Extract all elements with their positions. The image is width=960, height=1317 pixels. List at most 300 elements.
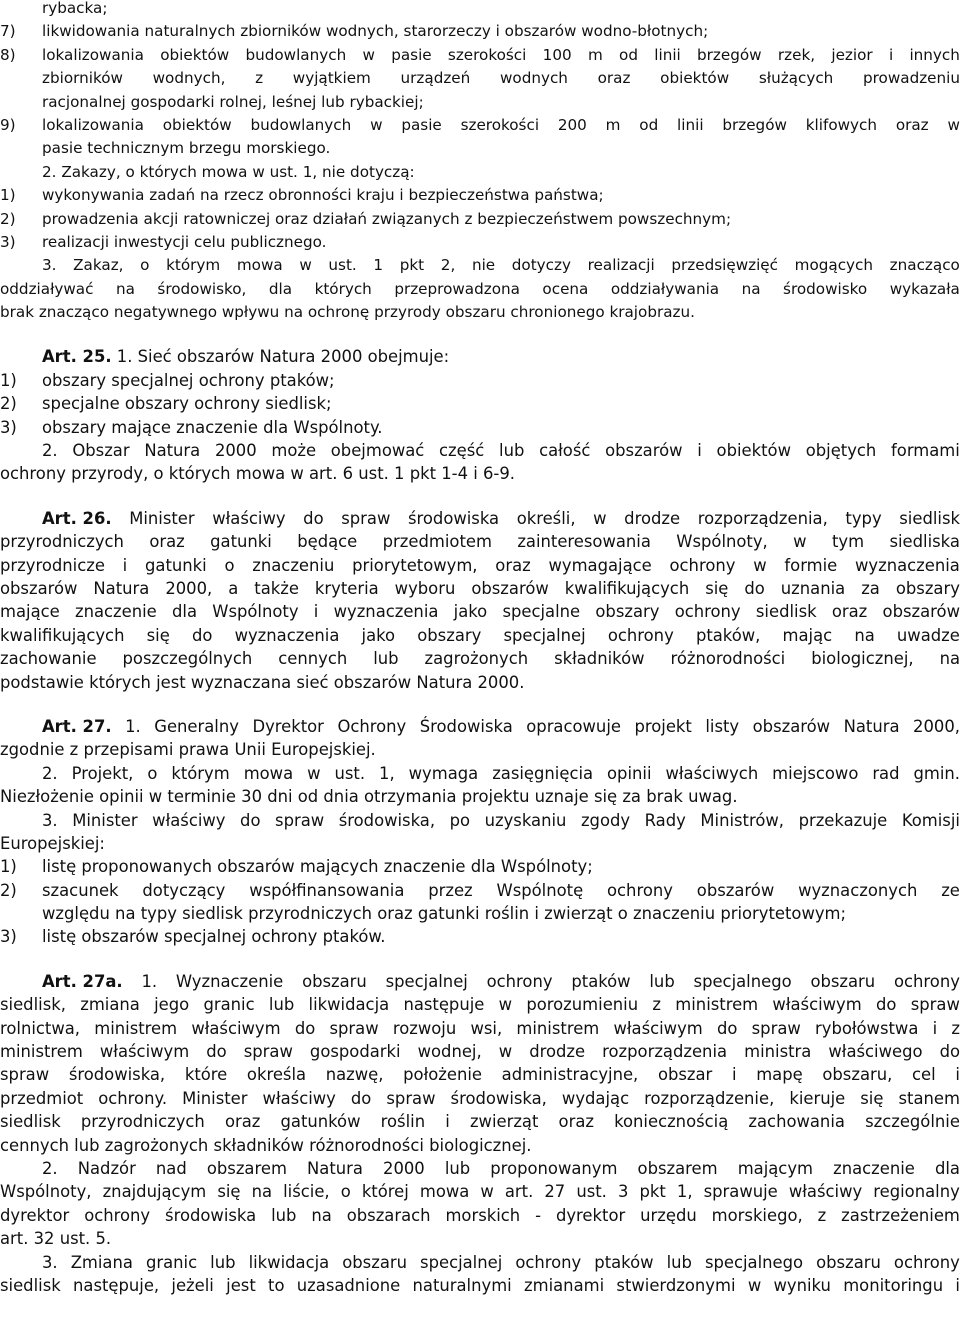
word: urzędu (640, 1205, 697, 1225)
word: właściwego (828, 1042, 923, 1062)
word: cel (912, 1065, 936, 1085)
word: granic (203, 995, 255, 1015)
word: Natura (307, 1158, 363, 1178)
word: następuje (403, 995, 485, 1015)
word: Wspólnotę (496, 880, 584, 900)
text-line (0, 137, 960, 160)
word: właściwy (212, 508, 286, 528)
line-text: specjalne obszary ochrony siedlisk; (42, 394, 332, 414)
word: na (115, 279, 135, 298)
word: i (445, 1112, 450, 1132)
paragraph-gap (0, 694, 960, 715)
word: ochrony (893, 971, 960, 991)
word: Dyrektor (252, 716, 324, 736)
word: dyrektor (555, 1205, 626, 1225)
word: 1, (379, 763, 395, 783)
word: 3. (42, 810, 58, 830)
word: 2. (42, 763, 58, 783)
article-heading: Art. 25. (42, 347, 112, 367)
word: o (340, 1182, 351, 1202)
word: ze (941, 880, 960, 900)
word: właściwych (665, 763, 759, 783)
word: Komisji (901, 810, 960, 830)
word: ochrony (669, 555, 736, 575)
word: różnorodności (670, 649, 786, 669)
list-number: 1) (0, 370, 17, 390)
word: w (793, 532, 807, 552)
word: obszarów (605, 441, 683, 461)
word: nazwę, (325, 1065, 384, 1085)
word: całość (539, 441, 591, 461)
word: sprawuje (703, 1182, 778, 1202)
word: proponowanym (490, 1158, 618, 1178)
word: rozporządzenia, (697, 508, 828, 528)
word: od (639, 115, 659, 134)
word: art. (504, 1182, 534, 1202)
text-line (0, 554, 960, 577)
word: zmiana (80, 995, 140, 1015)
paragraph-gap (0, 949, 960, 970)
word: priorytetowym, (352, 555, 478, 575)
word: 2000, (913, 716, 960, 736)
word: gatunki (145, 555, 207, 575)
word: i (731, 1065, 737, 1085)
word: przedsięwzięć (671, 256, 778, 275)
word: i (932, 1018, 938, 1038)
list-number: 1) (0, 857, 17, 877)
text-line (0, 1087, 960, 1110)
word: roślin (380, 1112, 426, 1132)
word: Nadzór (77, 1158, 136, 1178)
word: lub (666, 1252, 692, 1272)
word: 200 (557, 115, 587, 134)
word: spraw (329, 1018, 379, 1038)
word: ministrem (94, 1018, 178, 1038)
word: wykazała (889, 279, 960, 298)
word: spraw (386, 1088, 436, 1108)
word: morskich (445, 1205, 521, 1225)
word: środowisko (783, 279, 868, 298)
word: budowlanych (245, 45, 347, 64)
word: spraw (243, 1042, 293, 1062)
word: ochrony (893, 1252, 960, 1272)
word: obszarów (882, 602, 960, 622)
list-number: 3) (0, 232, 16, 251)
text-line (0, 671, 960, 694)
word: wyznaczonych (798, 880, 918, 900)
word: 27 (544, 1182, 566, 1202)
word: obszaru (302, 971, 367, 991)
text-line (0, 925, 960, 948)
word: obszaru (342, 1252, 407, 1272)
word: w (753, 555, 767, 575)
word: obiektów (160, 45, 230, 64)
word: jezior (831, 45, 873, 64)
line-text: likwidowania naturalnych zbiorników wodnych, starorzeczy i obszarów wodno-błotnych; (42, 22, 709, 41)
text-line (0, 577, 960, 600)
word: obszaru (816, 1252, 881, 1272)
text-line (0, 114, 960, 137)
word: obszarach (346, 1205, 431, 1225)
word: wydając (561, 1088, 630, 1108)
word: do (191, 625, 213, 645)
word: zagrożonych (424, 649, 529, 669)
word: spraw (341, 508, 391, 528)
word: wymagające (548, 555, 652, 575)
word: wodnych, (152, 69, 226, 88)
word: siedlisk, (0, 995, 66, 1015)
list-number: 3) (0, 417, 17, 437)
text-line (0, 208, 960, 231)
word: kieruje (789, 1088, 846, 1108)
text-line (0, 624, 960, 647)
text-line (0, 301, 960, 324)
word: Natura (144, 441, 201, 461)
word: środowiska (407, 508, 500, 528)
word: ocena (542, 279, 589, 298)
word: mające (0, 602, 60, 622)
word: klifowych (805, 115, 877, 134)
word: cennych (278, 649, 348, 669)
text-line (0, 809, 960, 832)
word: innych (909, 45, 960, 64)
text-line (0, 439, 960, 462)
word: porozumieniu (526, 995, 639, 1015)
word: tym (831, 532, 865, 552)
line-text: obszary mające znaczenie dla Wspólnoty. (42, 417, 383, 437)
word: Wspólnoty, (0, 1182, 92, 1202)
text-line (0, 67, 960, 90)
word: obszary (417, 625, 482, 645)
word: w (747, 1275, 762, 1295)
word: gmin. (913, 763, 960, 783)
text-line (0, 184, 960, 207)
word: ministrem (516, 1018, 600, 1038)
word: biologicznej, (811, 649, 914, 669)
word: znacząco (889, 256, 960, 275)
text-line (0, 392, 960, 415)
word: siedlisk (0, 1112, 61, 1132)
word: specjalnej (503, 625, 586, 645)
word: monitoringu (843, 1275, 944, 1295)
word: w (498, 1042, 513, 1062)
word: na (311, 1205, 332, 1225)
word: rzek, (777, 45, 816, 64)
word: lub (649, 971, 675, 991)
word: Generalny (154, 716, 239, 736)
word: oraz (831, 602, 868, 622)
word: 3. (42, 256, 57, 275)
word: środowiska (165, 1205, 257, 1225)
word: kwalifikujących (564, 578, 690, 598)
word: właściwy (152, 810, 226, 830)
word: przedmiot (0, 1088, 84, 1108)
word: wyboru (394, 578, 456, 598)
word: administracyjne, (501, 1065, 639, 1085)
word: 100 (542, 45, 572, 64)
text-line (0, 231, 960, 254)
word: 1, (676, 1182, 693, 1202)
word: do (240, 810, 261, 830)
word: obejmować (330, 441, 425, 461)
word: m (605, 115, 621, 134)
line-text: Niezłożenie opinii w terminie 30 dni od dnia otrzymania projektu uznaje się za brak uwag. (0, 787, 738, 807)
word: której (361, 1182, 409, 1202)
word: miejscowo (772, 763, 859, 783)
word: granic (145, 1252, 198, 1272)
word: drodze (529, 1042, 586, 1062)
word: dla (268, 279, 293, 298)
line-text: listę obszarów specjalnej ochrony ptaków. (42, 927, 386, 947)
word: do (716, 1018, 738, 1038)
word: koniecznością (614, 1112, 729, 1132)
word: brzegów (697, 45, 762, 64)
word: oraz (895, 115, 929, 134)
text-line (0, 902, 960, 925)
text-line (0, 20, 960, 43)
word: i (697, 441, 702, 461)
word: na (741, 279, 761, 298)
word: ministrem (0, 1042, 83, 1062)
word: specjalnej (420, 1252, 503, 1272)
word: likwidacja (248, 1252, 330, 1272)
list-number: 2) (0, 394, 17, 414)
word: siedlisk (0, 1275, 61, 1295)
word: oraz (149, 532, 185, 552)
word: pkt (399, 256, 425, 275)
word: linii (677, 115, 704, 134)
word: na (939, 649, 960, 669)
word: się (146, 625, 170, 645)
word: oddziaływać (0, 279, 94, 298)
word: obszar (657, 1065, 713, 1085)
word: mogących (794, 256, 874, 275)
word: ptaków (571, 971, 631, 991)
word: na (251, 1182, 273, 1202)
line-text: cennych lub zagrożonych składników różnorodności biologicznej. (0, 1135, 532, 1155)
line-text: podstawie których jest wyznaczana sieć obszarów Natura 2000. (0, 672, 525, 692)
word: jako (361, 625, 396, 645)
word: mapę (756, 1065, 803, 1085)
word: obszarów (696, 880, 775, 900)
text-line (0, 1134, 960, 1157)
text-line (0, 254, 960, 277)
word: gospodarki (309, 1042, 401, 1062)
word: Rady (644, 810, 686, 830)
list-number: 2) (0, 209, 16, 228)
word: od (619, 45, 638, 64)
word: lub (268, 995, 295, 1015)
word: siedlisk (899, 508, 960, 528)
word: wsi, (470, 1018, 503, 1038)
word: znaczenie (74, 602, 157, 622)
word: i (955, 1275, 960, 1295)
word: pasie (391, 45, 432, 64)
word: ochrony (674, 602, 741, 622)
word: właściwym (99, 1042, 190, 1062)
text-line (0, 1251, 960, 1274)
word: zastrzeżeniem (841, 1205, 960, 1225)
word: ptaków (594, 1252, 654, 1272)
word: wyznaczenia (234, 625, 340, 645)
line-text: realizacji inwestycji celu publicznego. (42, 232, 327, 251)
word: naturalnymi (412, 1275, 512, 1295)
line-text: art. 32 ust. 5. (0, 1229, 112, 1249)
word: lokalizowania (42, 115, 144, 134)
word: brzegów (722, 115, 787, 134)
word: znaczeniu (252, 555, 335, 575)
word: środowiska, (450, 1088, 547, 1108)
word: nad (155, 1158, 187, 1178)
word: Wyznaczenie (175, 971, 284, 991)
word: i (313, 602, 319, 622)
word: zgody (580, 810, 631, 830)
word: dla (171, 602, 197, 622)
word: regionalny (873, 1182, 960, 1202)
word: z (255, 69, 264, 88)
word: oraz (224, 1112, 261, 1132)
word: także (254, 578, 299, 598)
line-text: listę proponowanych obszarów mających znaczenie dla Wspólnoty; (42, 857, 593, 877)
word: obszarów (752, 716, 831, 736)
word: typy (845, 508, 882, 528)
word: Natura (93, 578, 150, 598)
word: ust. (328, 256, 357, 275)
word: się (705, 578, 729, 598)
word: 2000 (383, 1158, 425, 1178)
word: spraw (910, 995, 960, 1015)
word: pkt (639, 1182, 666, 1202)
word: się (217, 1182, 241, 1202)
text-line (0, 738, 960, 761)
word: Zmiana (70, 1252, 133, 1272)
word: 1. (125, 716, 141, 736)
word: 2. (42, 441, 58, 461)
word: może (271, 441, 317, 461)
word: siedlisk (755, 602, 817, 622)
word: projekt (634, 716, 692, 736)
word: do (744, 578, 765, 598)
word: wymaga (408, 763, 479, 783)
word: przyrodniczych (80, 1112, 205, 1132)
text-line (0, 762, 960, 785)
word: uzasadnione (296, 1275, 401, 1295)
word: przedmiotem (382, 532, 492, 552)
word: współfinansowania (249, 880, 405, 900)
word: obszarów (471, 578, 549, 598)
word: specjalnego (693, 971, 792, 991)
line-text: prowadzenia akcji ratowniczej oraz działań związanych z bezpieczeństwem powszechnym; (42, 209, 732, 228)
word: Wspólnoty (212, 602, 299, 622)
word: pasie (401, 115, 442, 134)
line-text: ochrony przyrody, o których mowa w art. 6 ust. 1 pkt 1-4 i 6-9. (0, 464, 515, 484)
text-line (0, 970, 960, 993)
word: o (140, 256, 150, 275)
word: mowa (419, 1182, 470, 1202)
word: w (498, 995, 513, 1015)
word: szerokości (460, 115, 540, 134)
text-line (0, 278, 960, 301)
list-number: 2) (0, 880, 17, 900)
word: lub (499, 441, 525, 461)
word: środowisko, (157, 279, 247, 298)
word: spraw (751, 1018, 801, 1038)
text-line (0, 462, 960, 485)
word: których (314, 279, 372, 298)
word: do (294, 1018, 316, 1038)
list-number: 1) (0, 186, 16, 205)
word: w (593, 508, 607, 528)
text-line (0, 879, 960, 902)
word: określi, (516, 508, 576, 528)
word: budowlanych (250, 115, 352, 134)
word: jest (226, 1275, 256, 1295)
text-line (0, 832, 960, 855)
word: dotyczący (142, 880, 226, 900)
word: drodze (624, 508, 681, 528)
word: 2. (42, 1158, 58, 1178)
word: zasięgnięcia (492, 763, 594, 783)
word: to (268, 1275, 285, 1295)
line-text: rybacka; (42, 0, 108, 17)
line-text: wykonywania zadań na rzecz obronności kraju i bezpieczeństwa państwa; (42, 186, 604, 205)
word: do (876, 995, 897, 1015)
word: formami (891, 441, 960, 461)
text-line (0, 1017, 960, 1040)
word: wodnych (499, 69, 568, 88)
word: gatunków (280, 1112, 361, 1132)
word: uwadze (896, 625, 960, 645)
word: przez (428, 880, 473, 900)
word: obszaru (810, 971, 876, 991)
list-number: 9) (0, 115, 16, 134)
line-text: brak znacząco negatywnego wpływu na ochronę przyrody obszaru chronionego krajobrazu. (0, 303, 695, 322)
word: jako (453, 602, 488, 622)
text-line (0, 715, 960, 738)
word: likwidacja (308, 995, 390, 1015)
word: opracowuje (526, 716, 621, 736)
text-line (0, 507, 960, 530)
word: lub (271, 1205, 297, 1225)
word: mowa (243, 763, 294, 783)
word: stanem (898, 1088, 960, 1108)
word: po (449, 810, 471, 830)
word: obszaru, (822, 1065, 893, 1085)
article-heading: Art. 26. (42, 508, 112, 528)
text-line (0, 530, 960, 553)
word: będące (297, 532, 358, 552)
word: Minister (129, 508, 195, 528)
word: którym (166, 256, 221, 275)
word: ust. (334, 763, 366, 783)
text-line (0, 1157, 960, 1180)
word: 3. (42, 1252, 58, 1272)
word: o (147, 763, 158, 783)
word: wyniku (773, 1275, 831, 1295)
word: lub (373, 649, 399, 669)
word: prowadzeniu (863, 69, 960, 88)
word: służących (758, 69, 834, 88)
word: specjalne (502, 602, 581, 622)
word: obiektów (716, 441, 791, 461)
word: środowiska, (338, 810, 436, 830)
word: uzyskaniu (484, 810, 567, 830)
word: ochrony (486, 971, 553, 991)
word: część (439, 441, 485, 461)
word: ust. (576, 1182, 607, 1202)
word: zmianami (524, 1275, 605, 1295)
word: specjalnej (385, 971, 468, 991)
